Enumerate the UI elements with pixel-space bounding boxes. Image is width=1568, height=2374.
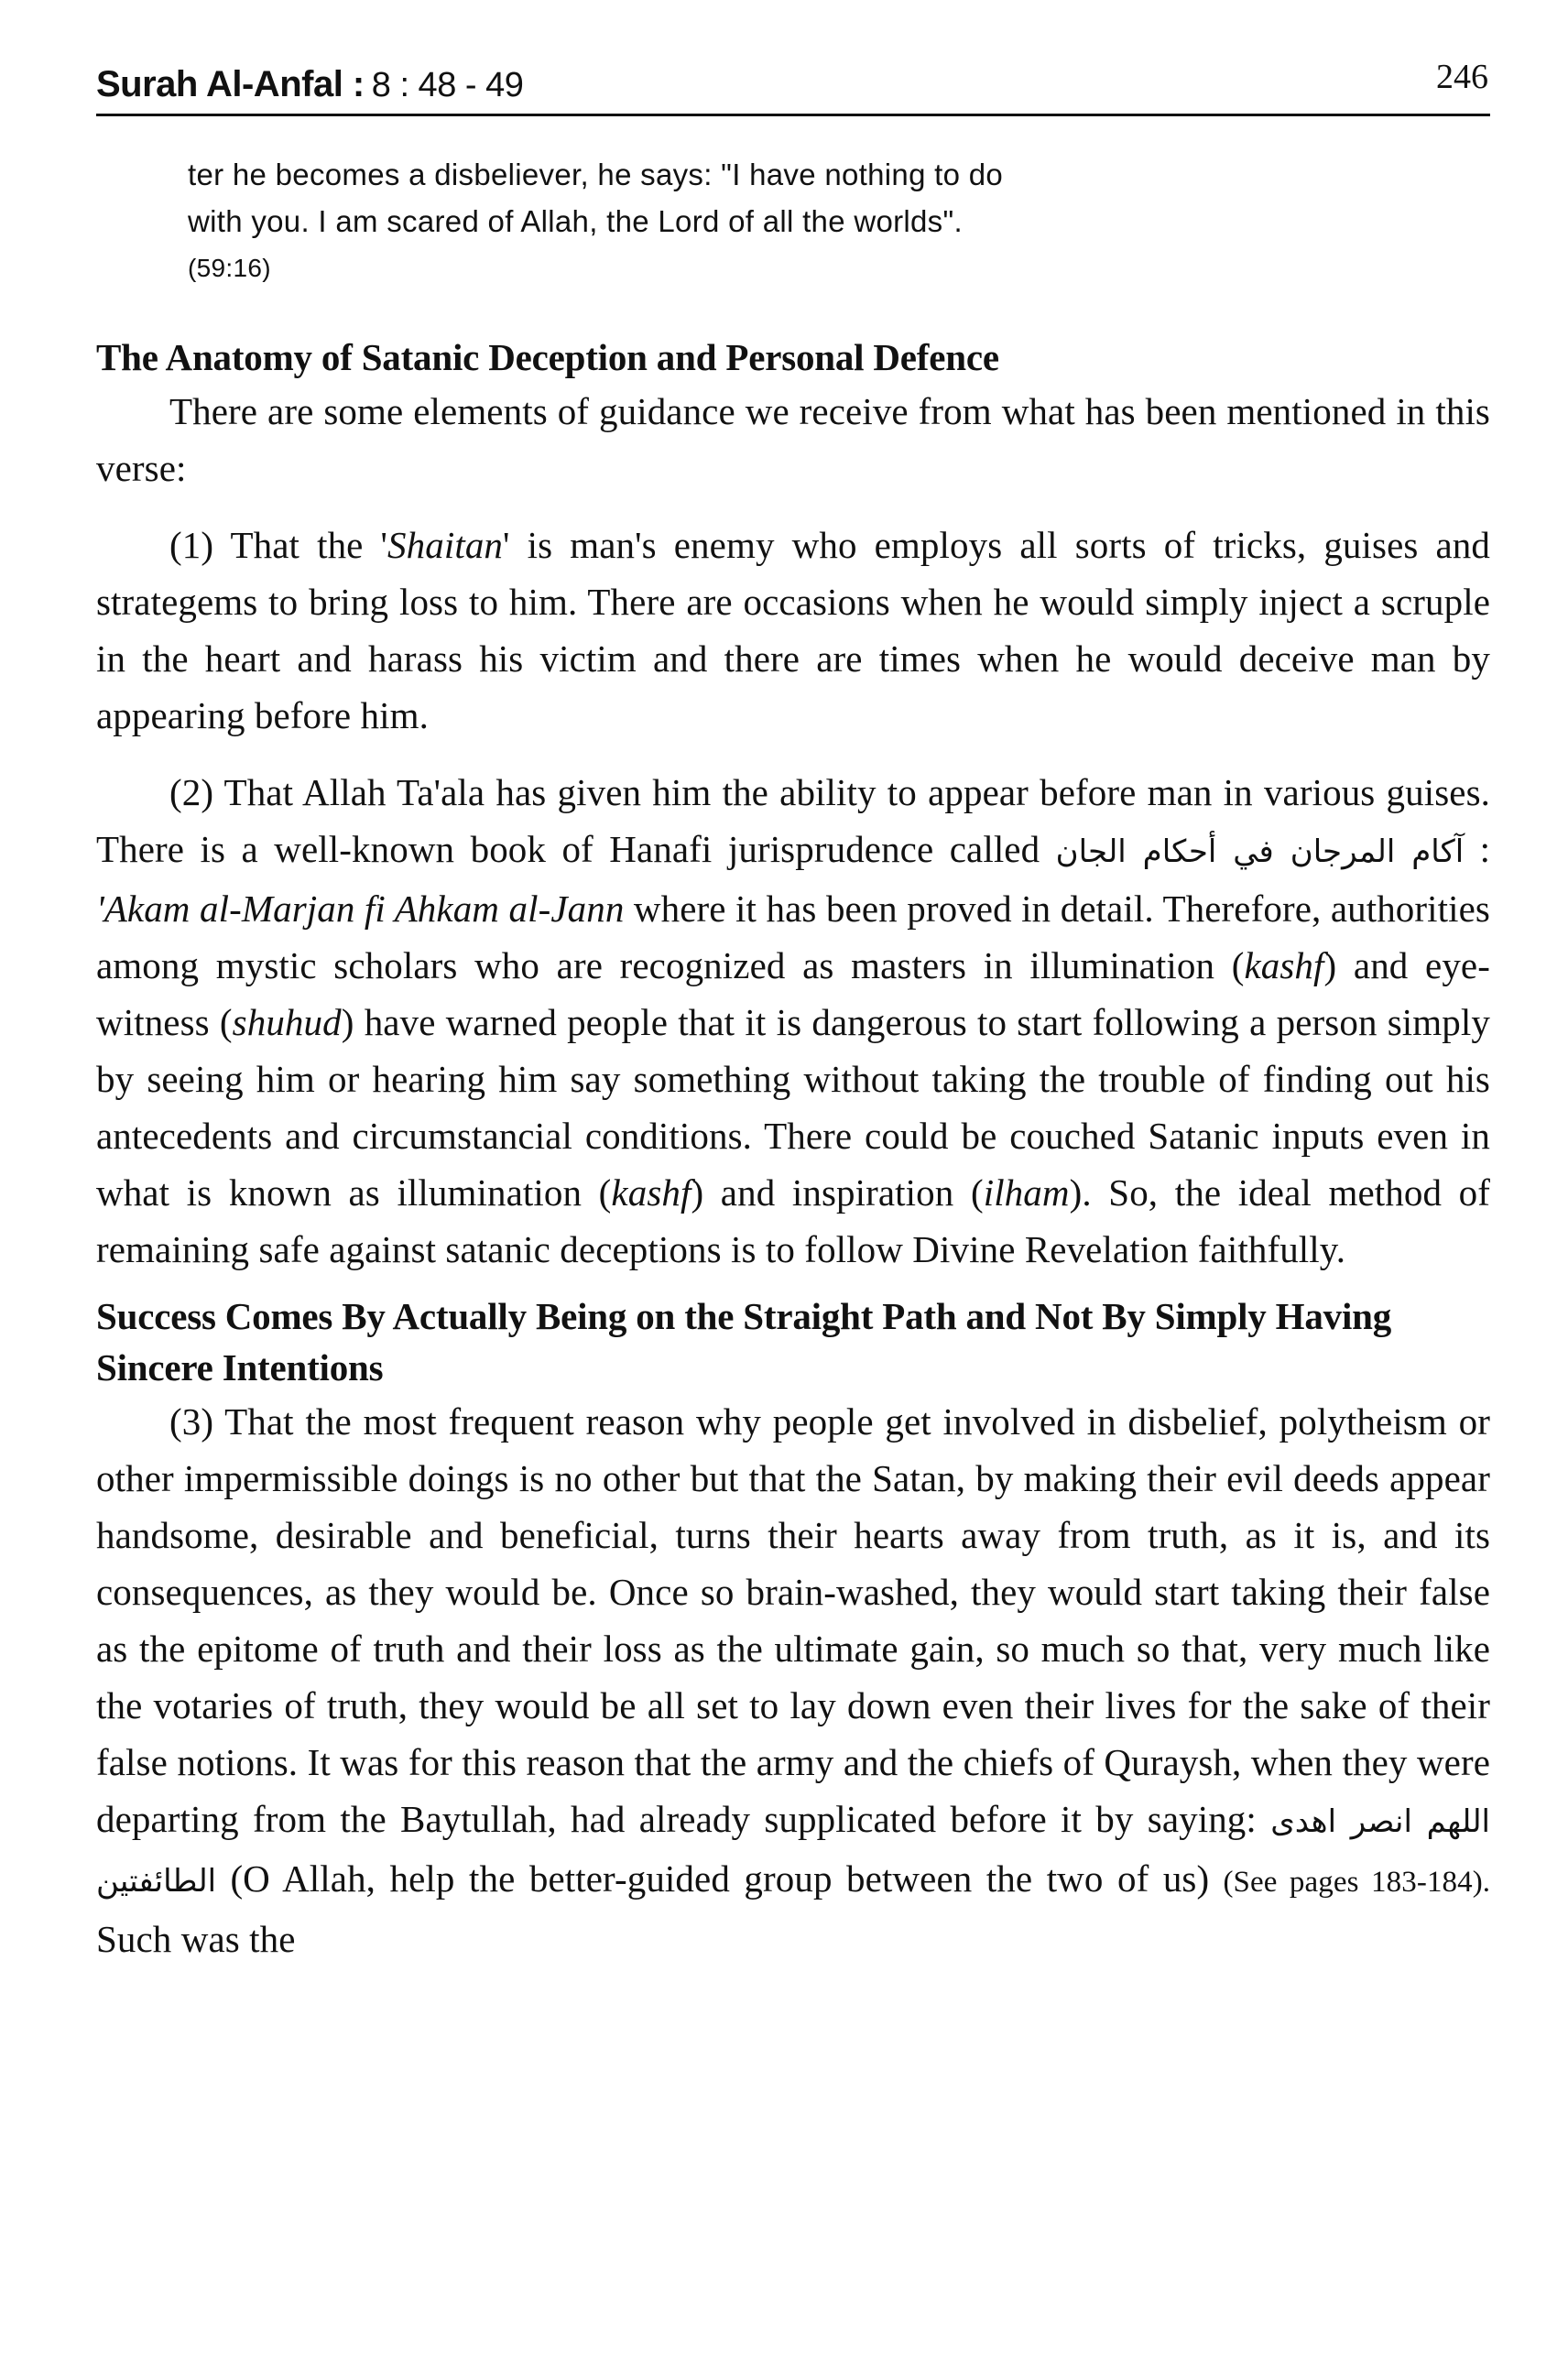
intro-paragraph: There are some elements of guidance we receive from what has been mentioned in this verse: [96, 390, 1490, 489]
arabic-book-title: آكام المرجان في أحكام الجان [1055, 833, 1465, 870]
surah-name: Surah Al-Anfal : [96, 64, 365, 104]
section-heading-straight-path: Success Comes By Actually Being on the Straight Path and Not By Simply Having Sincere Intentions [96, 1295, 1392, 1388]
term-kashf-2: kashf [611, 1171, 691, 1214]
paragraph-1: (1) That the 'Shaitan' is man's enemy who employs all sorts of tricks, guises and strategems to bring loss to him. There are occasions when he would simply inject a scruple in the heart and harass his victim and there are times when he would deceive man by appearing before him. [96, 524, 1491, 736]
running-head [96, 57, 1490, 116]
term-ilham: ilham [983, 1171, 1070, 1214]
surah-title [96, 64, 523, 105]
paragraph-3: (3) That the most frequent reason why people get involved in disbelief, polytheism or other impermissible doings is no other but that the Satan, by making their evil deeds appear handsome, desirable and beneficial, turns their hearts away from truth, as it is, and its consequences, as they would be. Once so brain-washed, they would start taking their false as the epitome of truth and their loss as the ultimate gain, so much so that, very much like the votaries of truth, they would be all set to lay down even their lives for the sake of their false notions. It was for this reason that the army and the chiefs of Quraysh, when they were departing from the Baytullah, had already supplicated before it by saying: اللهم انصر اهدى الطائفتين (O Allah, help the better-guided group between the two of us) (See pages 183-184). Such was the [96, 1400, 1491, 1960]
term-shuhud: shuhud [232, 1001, 342, 1043]
page-number: 246 [1436, 58, 1488, 96]
verse-reference: 8 : 48 - 49 [371, 66, 524, 104]
paragraph-2: (2) That Allah Ta'ala has given him the ability to appear before man in various guises. There is a well-known book of Hanafi jurisprudence called آكام المرجان في أحكام الجان : 'Akam al-Marjan fi Ahkam al-Jann where it has been proved in detail. Therefore, authorities among mystic scholars who are recognized as masters in illumination (kashf) and eye-witness (shuhud) have warned people that it is dangerous to start following a person simply by seeing him or hearing him say something without taking the trouble of finding out his antecedents and circumstancial conditions. There could be couched Satanic inputs even in what is known as illumination (kashf) and inspiration (ilham). So, the ideal method of remaining safe against satanic deceptions is to follow Divine Revelation faithfully. [96, 771, 1490, 1270]
page-reference: (See pages 183-184). [1223, 1866, 1490, 1899]
section-heading-satanic-deception: The Anatomy of Satanic Deception and Personal Defence [96, 336, 999, 378]
term-shaitan: Shaitan [387, 524, 504, 566]
arabic-supplication: اللهم انصر اهدى الطائفتين [96, 1803, 1491, 1900]
body-text [96, 332, 1490, 1967]
quote-line-1: ter he becomes a disbeliever, he says: "I have nothing to do [188, 158, 1004, 191]
term-kashf: kashf [1244, 944, 1324, 986]
book-title-transliteration: 'Akam al-Marjan fi Ahkam al-Jann [96, 888, 625, 930]
quote-citation: (59:16) [188, 254, 271, 282]
quoted-verse [188, 151, 1433, 291]
quote-line-2: with you. I am scared of Allah, the Lord of all the worlds". [188, 204, 963, 238]
